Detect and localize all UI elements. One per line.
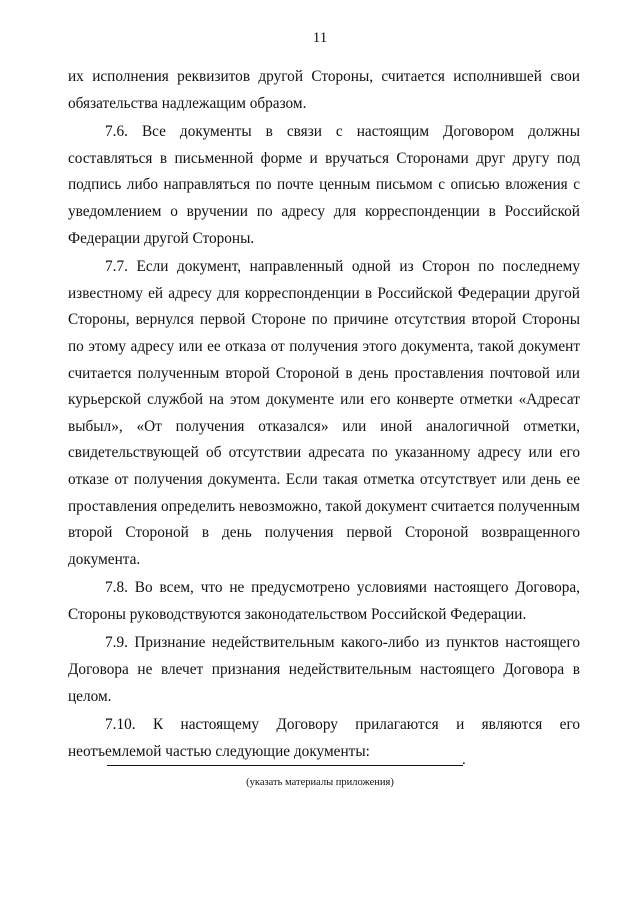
paragraph-7-7: 7.7. Если документ, направленный одной из Сторон по последнему известному ей адресу для корреспонденции в Российской Федерации другой Стороны, вернулся первой Стороне по причине отсутствия второй Стороны по этому адресу или ее отказа от получения этого документа, такой документ считается полученным второй Стороной в день проставления почтовой или курьерской службой на этом документе или его конверте отметки «Адресат выбыл», «От получения отказался» или иной аналогичной отметки, свидетельствующей об отсутствии адресата по указанному адресу или его отказе от получения документа. Если такая отметка отсутствует или день ее проставления определить невозможно, такой документ считается полученным второй Стороной в день получения первой Стороной возвращенного документа. bbox=[68, 258, 580, 568]
paragraph-7-6: 7.6. Все документы в связи с настоящим Договором должны составляться в письменной форме и вручаться Сторонами друг другу под подпись либо направляться по почте ценным письмом с описью вложения с уведомлением о вручении по адресу для корреспонденции в Российской Федерации другой Стороны. bbox=[68, 123, 580, 247]
page-number: 11 bbox=[312, 30, 328, 46]
paragraph-7-9: 7.9. Признание недействительным какого-либо из пунктов настоящего Договора не влечет признания недействительным настоящего Договора в целом. bbox=[68, 634, 580, 705]
attachment-caption: (указать материалы приложения) bbox=[246, 777, 394, 788]
paragraph-continued: их исполнения реквизитов другой Стороны, считается исполнившей свои обязательства надлежащим образом. bbox=[68, 68, 580, 112]
attachment-fill-line bbox=[107, 765, 463, 766]
document-body bbox=[68, 64, 580, 767]
paragraph-7-10: 7.10. К настоящему Договору прилагаются и являются его неотъемлемой частью следующие документы: bbox=[68, 716, 580, 760]
paragraph-7-8: 7.8. Во всем, что не предусмотрено условиями настоящего Договора, Стороны руководствуются законодательством Российской Федерации. bbox=[68, 579, 580, 623]
attachment-line-end: . bbox=[462, 752, 466, 768]
